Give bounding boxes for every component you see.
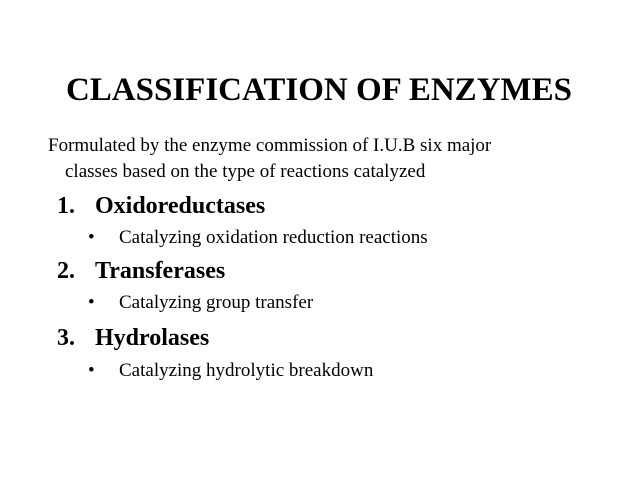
enzyme-class-description: Catalyzing group transfer [119,292,314,313]
enzyme-class-3-bullet [88,358,373,384]
enzyme-class-3 [57,323,209,353]
enzyme-class-1-bullet [88,225,428,251]
intro-paragraph [48,133,608,185]
enzyme-class-name: Oxidoreductases [95,193,266,219]
enzyme-class-description: Catalyzing oxidation reduction reactions [119,227,428,248]
enzyme-class-name: Hydrolases [95,325,210,351]
bullet-icon: • [88,360,95,381]
enzyme-class-name: Transferases [95,258,226,284]
enzyme-class-number: 2. [57,258,75,284]
bullet-icon: • [88,292,95,313]
enzyme-class-2-bullet [88,290,313,316]
enzyme-class-2 [57,256,225,286]
enzyme-class-1 [57,191,265,221]
enzyme-class-description: Catalyzing hydrolytic breakdown [119,360,374,381]
intro-line-1: Formulated by the enzyme commission of I.U.B six major [48,135,492,156]
slide-title: CLASSIFICATION OF ENZYMES [65,72,573,108]
enzyme-class-number: 3. [57,325,75,351]
enzyme-class-number: 1. [57,193,75,219]
intro-line-2: classes based on the type of reactions catalyzed [65,161,426,182]
bullet-icon: • [88,227,95,248]
